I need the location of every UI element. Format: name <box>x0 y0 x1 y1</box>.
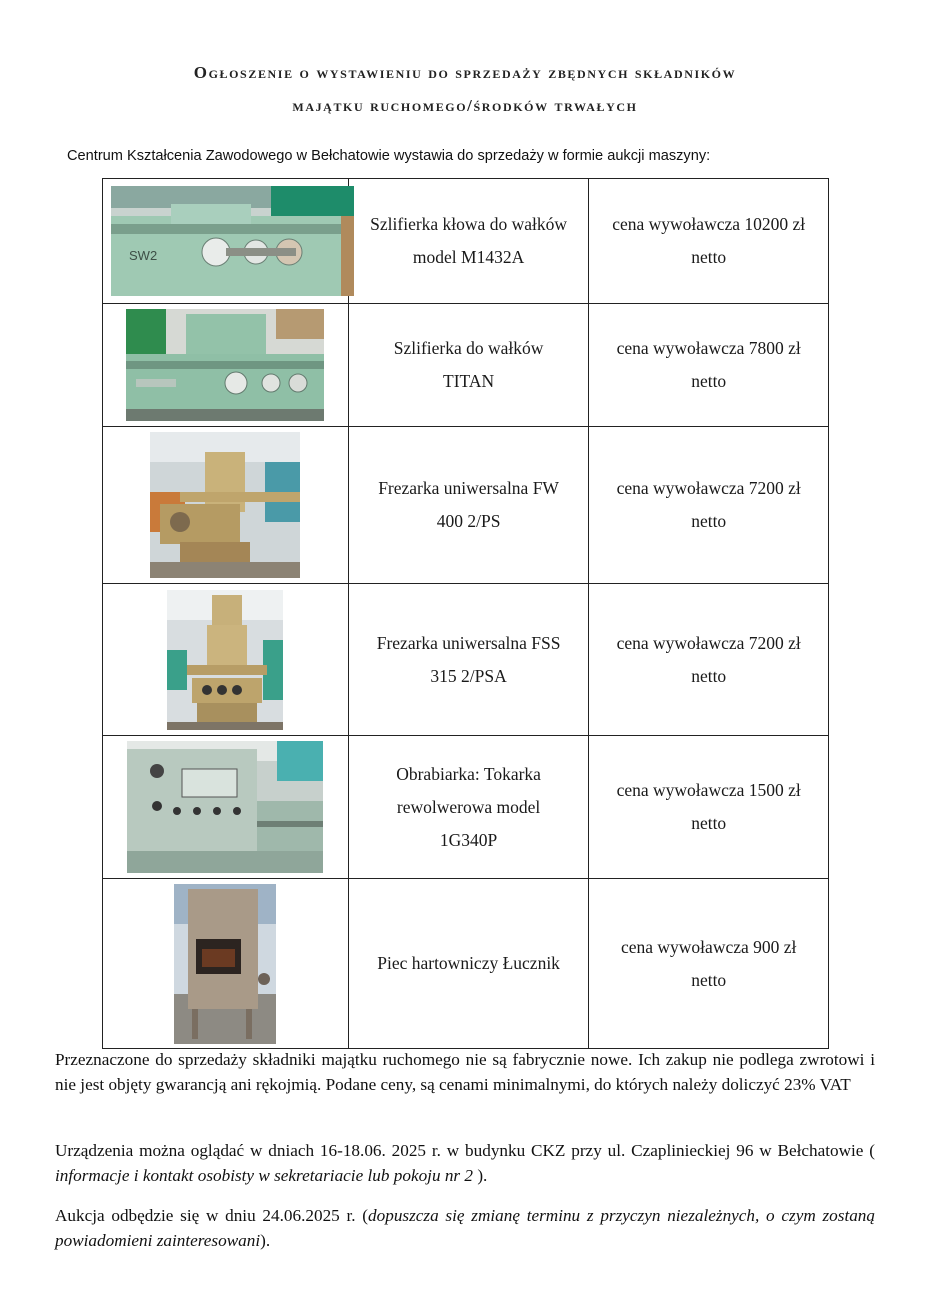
photo-cell <box>103 179 349 304</box>
machine-photo-grinder-titan <box>126 309 324 421</box>
photo-label: SW2 <box>129 248 158 263</box>
heading-line-2: majątku ruchomego/środków trwałych <box>292 96 638 115</box>
machine-name: Piec hartowniczy Łucznik <box>348 879 589 1049</box>
machine-name: Szlifierka do wałków TITAN <box>348 304 589 427</box>
table-row <box>103 179 829 304</box>
photo-cell <box>103 304 349 427</box>
photo-cell <box>103 879 349 1049</box>
machine-photo-grinder-m1432a <box>111 186 354 296</box>
machine-name: Frezarka uniwersalna FSS 315 2/PSA <box>348 584 589 736</box>
machine-photo-lathe-1g340p <box>127 741 323 873</box>
machine-price: cena wywoławcza 10200 zł netto <box>589 179 829 304</box>
machine-name: Obrabiarka: Tokarka rewolwerowa model 1G340P <box>348 736 589 879</box>
machine-price: cena wywoławcza 7200 zł netto <box>589 584 829 736</box>
paragraph-auction-date: Aukcja odbędzie się w dniu 24.06.2025 r. (dopuszcza się zmianę terminu z przyczyn niezależnych, o czym zostaną powiadomieni zainteresowani). <box>55 1206 875 1250</box>
machine-price: cena wywoławcza 1500 zł netto <box>589 736 829 879</box>
machine-name: Frezarka uniwersalna FW 400 2/PS <box>348 427 589 584</box>
heading-line-1: Ogłoszenie o wystawieniu do sprzedaży zbędnych składników <box>193 63 737 82</box>
table-row <box>103 736 829 879</box>
machine-price: cena wywoławcza 900 zł netto <box>589 879 829 1049</box>
table-row <box>103 304 829 427</box>
table-row <box>103 879 829 1049</box>
machine-photo-mill-fss315 <box>167 590 283 730</box>
photo-cell <box>103 584 349 736</box>
machine-price: cena wywoławcza 7800 zł netto <box>589 304 829 427</box>
table-row <box>103 584 829 736</box>
photo-cell <box>103 736 349 879</box>
machine-name: Szlifierka kłowa do wałków model M1432A <box>348 179 589 304</box>
intro-text: Centrum Kształcenia Zawodowego w Bełchatowie wystawia do sprzedaży w formie aukcji maszyny: <box>67 148 711 164</box>
paragraph-viewing: Urządzenia można oglądać w dniach 16-18.06. 2025 r. w budynku CKZ przy ul. Czaplinieckiej 96 w Bełchatowie ( informacje i kontakt osobisty w sekretariacie lub pokoju nr 2 ). <box>55 1141 875 1185</box>
machine-photo-mill-fw400 <box>150 432 300 578</box>
table-row <box>103 427 829 584</box>
machine-photo-furnace-lucznik <box>174 884 276 1044</box>
photo-cell <box>103 427 349 584</box>
paragraph-conditions: Przeznaczone do sprzedaży składniki majątku ruchomego nie są fabrycznie nowe. Ich zakup nie podlega zwrotowi i nie jest objęty gwarancją ani rękojmią. Podane ceny, są cenami minimalnymi, do których należy doliczyć 23% VAT <box>55 1050 875 1094</box>
machine-price: cena wywoławcza 7200 zł netto <box>589 427 829 584</box>
machines-table <box>102 178 829 1049</box>
